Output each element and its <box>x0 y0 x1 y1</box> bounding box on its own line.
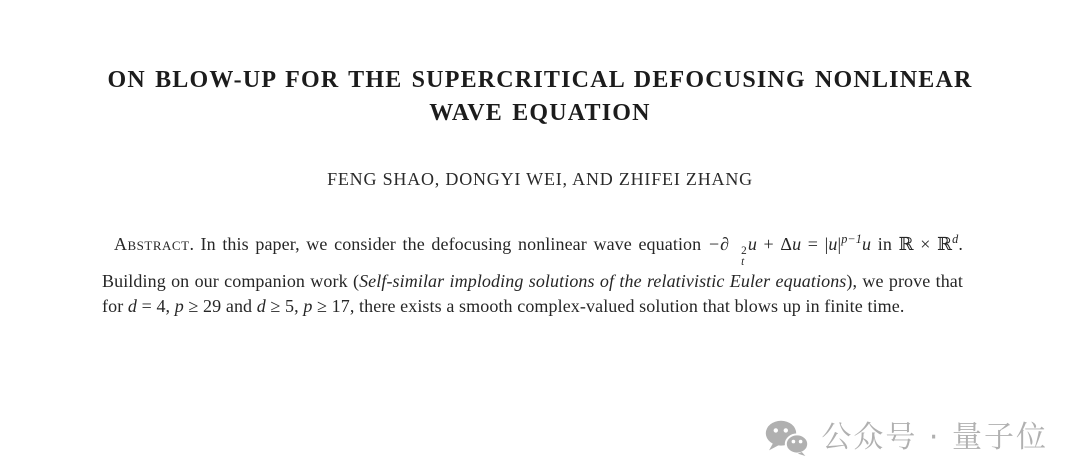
title-line-2: WAVE EQUATION <box>429 100 651 126</box>
abstract-label: Abstract. <box>114 234 195 254</box>
paper-title <box>0 64 1080 130</box>
abstract <box>102 232 963 320</box>
authors-line: FENG SHAO, DONGYI WEI, AND ZHIFEI ZHANG <box>327 169 753 189</box>
watermark <box>765 420 1048 456</box>
abstract-text: In this paper, we consider the defocusing nonlinear wave equation −∂ 2 t $u + \Delta u = |u|^{p-1}u$ in ℝ × ℝ$^d$. Building on our companion work (Self-similar imploding solutions of the relativistic Euler equations), we prove that for d = 4, p ≥ 29 and d ≥ 5, p ≥ 17, there exists a smooth complex-valued solution that blows up in finite time. <box>102 232 963 317</box>
watermark-text: 公众号 · 量子位 <box>821 420 1048 455</box>
wechat-icon <box>765 420 809 456</box>
title-line-1: ON BLOW-UP FOR THE SUPERCRITICAL DEFOCUSING NONLINEAR <box>107 67 973 93</box>
